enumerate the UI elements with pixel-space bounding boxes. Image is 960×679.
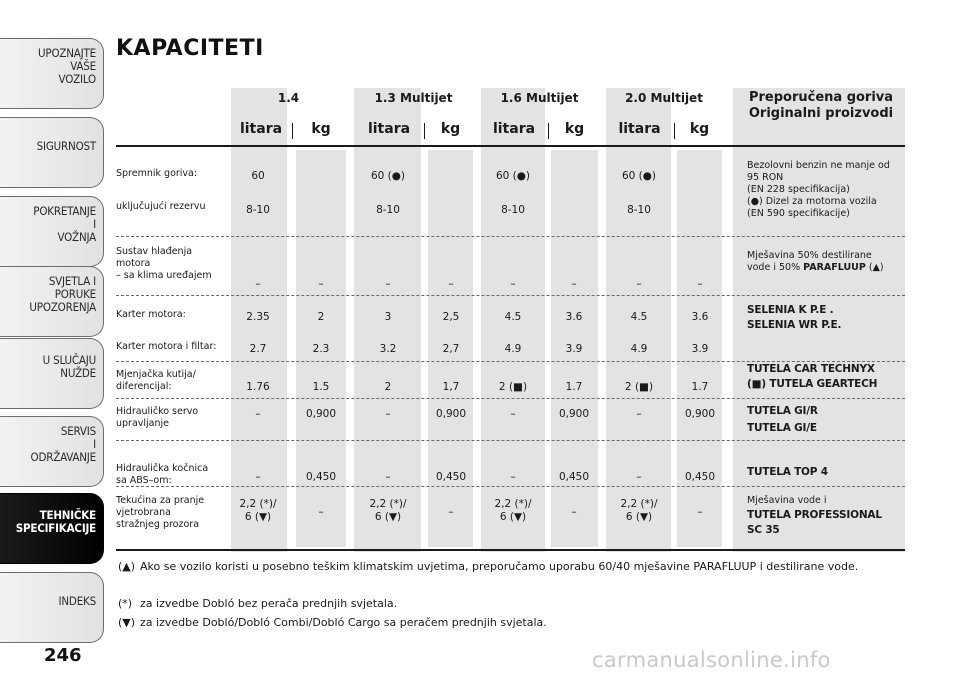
table-cell: [566, 381, 583, 394]
table-cell-line: 2: [384, 381, 392, 393]
table-cell: [620, 498, 657, 524]
table-cell-line: 1.7: [565, 381, 583, 393]
engine-header-1-6-multijet: 1.6 Multijet: [500, 91, 579, 105]
table-cell: [636, 471, 641, 484]
fuel-washer-line: Mješavina vode i: [747, 495, 827, 506]
table-cell-line: 3.6: [565, 311, 583, 323]
table-bottom-rule: [116, 549, 905, 551]
row-label-line: uključujući rezervu: [116, 201, 206, 212]
table-cell-line: 4.9: [504, 343, 522, 355]
watermark: carmanualsonline.info: [592, 648, 831, 672]
row-label: [116, 341, 216, 353]
table-cell-line: 2.3: [312, 343, 330, 355]
table-cell: [239, 498, 276, 524]
table-cell-line: –: [636, 408, 642, 420]
table-cell-line: 60 (●): [370, 170, 406, 182]
section-tab-label: SIGURNOST: [36, 139, 96, 153]
section-tab-label: INDEKS: [58, 594, 96, 608]
row-label: [116, 463, 208, 487]
table-cell-line: 2 (■): [624, 381, 654, 393]
section-tab-7[interactable]: [0, 493, 104, 564]
section-tab-label: VOZILO: [58, 72, 96, 86]
row-label-line: stražnjeg prozora: [116, 519, 200, 530]
table-cell: [505, 311, 522, 324]
table-cell: [685, 471, 715, 484]
table-cell-line: 2,2 (*)/: [620, 498, 658, 510]
unit-separator: [292, 123, 293, 139]
row-label-line: Hidraulička kočnica: [116, 463, 209, 474]
table-cell-line: 3: [384, 311, 392, 323]
table-cell: [627, 204, 651, 217]
table-cell-line: 0,900: [305, 408, 337, 420]
unit-kg: kg: [564, 121, 585, 137]
table-cell-line: 4.5: [630, 311, 648, 323]
table-cell-line: –: [448, 506, 454, 518]
table-cell: [692, 311, 709, 324]
unit-litres: litara: [367, 121, 411, 137]
table-cell-line: 8-10: [246, 204, 270, 216]
table-cell-line: 8-10: [376, 204, 400, 216]
section-tab-3[interactable]: [0, 196, 104, 267]
row-label-line: Hidrauličko servo: [116, 406, 199, 417]
table-cell: [571, 278, 576, 291]
row-label-line: Karter motora:: [116, 309, 186, 320]
section-tab-label: U SLUČAJU: [42, 353, 96, 367]
table-cell-line: 2,2 (*)/: [369, 498, 407, 510]
table-cell-line: –: [697, 278, 703, 290]
section-tab-label: SERVIS: [60, 424, 96, 438]
row-label-line: upravljanje: [116, 418, 170, 429]
table-cell-line: 0,450: [305, 471, 337, 483]
table-cell: [692, 343, 709, 356]
table-cell: [436, 471, 466, 484]
table-cell: [246, 311, 269, 324]
row-divider: [116, 486, 905, 487]
table-cell-line: 6 (▼): [244, 511, 272, 523]
row-divider: [116, 440, 905, 441]
table-cell: [313, 343, 330, 356]
section-tab-5[interactable]: [0, 338, 104, 409]
unit-kg: kg: [311, 121, 331, 137]
table-cell: [499, 381, 527, 394]
table-cell: [436, 408, 466, 421]
table-cell-line: –: [510, 278, 516, 290]
table-cell: [571, 506, 576, 519]
table-cell: [622, 170, 656, 183]
section-tab-label: POKRETANJE: [33, 204, 96, 218]
table-cell: [385, 311, 392, 324]
table-cell-line: –: [385, 471, 391, 483]
unit-litres: litara: [618, 121, 661, 137]
table-cell-line: –: [255, 471, 261, 483]
table-cell-line: 6 (▼): [625, 511, 653, 523]
fuel-gearbox-oil: TUTELA CAR TECHNYX: [747, 363, 875, 375]
table-cell: [443, 311, 460, 324]
table-cell-line: 2.7: [249, 343, 267, 355]
table-cell: [251, 170, 264, 183]
row-label-line: diferencijal:: [116, 381, 172, 392]
section-tab-label: UPOZORENJA: [29, 300, 96, 314]
table-cell: [369, 498, 406, 524]
table-cell: [318, 311, 325, 324]
fuel-steering-oil: TUTELA GI/E: [747, 422, 817, 434]
table-cell-line: –: [697, 506, 703, 518]
table-cell-line: 1.5: [312, 381, 330, 393]
row-label: [116, 201, 206, 213]
table-cell-line: 3.6: [691, 311, 709, 323]
engine-header-2-0-multijet: 2.0 Multijet: [625, 91, 703, 105]
unit-litres: litara: [239, 121, 283, 137]
table-cell: [385, 278, 390, 291]
table-cell-line: 60 (●): [621, 170, 657, 182]
fuel-petrol-line: 95 RON: [747, 172, 784, 183]
table-cell: [246, 204, 270, 217]
row-divider: [116, 398, 905, 399]
table-cell: [510, 471, 515, 484]
table-cell-line: 0,450: [435, 471, 467, 483]
section-tab-1[interactable]: [0, 38, 104, 109]
table-cell-line: –: [636, 471, 642, 483]
page-number: 246: [44, 645, 82, 666]
section-tab-2[interactable]: [0, 117, 104, 188]
fuel-steering-oil: TUTELA GI/R: [747, 405, 818, 417]
table-cell: [306, 408, 336, 421]
table-cell-line: 4.5: [504, 311, 522, 323]
table-cell-line: –: [571, 506, 577, 518]
section-tab-label: UPOZNAJTE: [38, 46, 96, 60]
fuel-coolant-line: vode i 50% PARAFLUUP (▲): [747, 262, 884, 273]
section-tab-label: VAŠE: [70, 59, 96, 73]
table-cell-line: 6 (▼): [374, 511, 402, 523]
table-cell: [246, 381, 269, 394]
table-cell-line: 2,7: [442, 343, 460, 355]
row-divider: [116, 236, 905, 237]
engine-header-1-4: 1.4: [277, 91, 300, 105]
row-label: [116, 168, 197, 180]
table-cell: [448, 278, 453, 291]
row-label: [116, 369, 196, 393]
table-cell-line: –: [255, 408, 261, 420]
table-cell-line: –: [510, 408, 516, 420]
table-cell-line: –: [571, 278, 577, 290]
table-cell: [494, 498, 531, 524]
row-label-line: – sa klima uređajem: [116, 270, 212, 281]
table-cell-line: 60 (●): [495, 170, 531, 182]
row-label-line: Tekućina za pranje: [116, 495, 205, 506]
table-cell: [636, 278, 641, 291]
table-cell: [443, 381, 460, 394]
section-tab-6[interactable]: [0, 416, 104, 487]
table-cell: [566, 343, 583, 356]
row-label: [116, 495, 204, 531]
table-cell-line: 2,2 (*)/: [494, 498, 532, 510]
section-tab-label: VOŽNJA: [57, 230, 96, 244]
unit-separator: [674, 123, 675, 139]
table-cell: [448, 506, 453, 519]
table-cell: [559, 471, 589, 484]
table-cell: [380, 343, 397, 356]
row-label-line: Spremnik goriva:: [116, 168, 198, 179]
row-label-line: Mjenjačka kutija/: [116, 369, 196, 380]
table-cell-line: –: [385, 278, 391, 290]
footnote-triangle-up: (▲) Ako se vozilo koristi u posebno teškim klimatskim uvjetima, preporučamo uporabu 60/40 mješavine PARAFLUUP i destilirane vode.: [118, 560, 859, 573]
table-cell: [385, 381, 392, 394]
fuel-engine-oil: SELENIA WR P.E.: [747, 319, 842, 331]
table-cell: [685, 408, 715, 421]
table-cell: [636, 408, 641, 421]
table-cell-line: –: [255, 278, 261, 290]
table-cell: [318, 278, 323, 291]
table-cell-line: 1.76: [246, 381, 270, 393]
fuel-petrol-line: (EN 228 specifikacija): [747, 184, 850, 195]
fuel-petrol-line: (EN 590 specifikacije): [747, 208, 850, 219]
table-cell: [566, 311, 583, 324]
table-cell-line: 2: [317, 311, 325, 323]
table-cell: [510, 278, 515, 291]
table-cell: [250, 343, 267, 356]
table-cell-line: 2 (■): [498, 381, 528, 393]
fuel-petrol-line: Bezolovni benzin ne manje od: [747, 160, 890, 171]
table-cell-line: 60: [251, 170, 265, 182]
unit-kg: kg: [440, 121, 461, 137]
table-cell: [385, 408, 390, 421]
section-tab-label: I: [93, 217, 96, 231]
table-cell-line: 0,900: [558, 408, 590, 420]
table-cell: [371, 170, 405, 183]
table-cell: [255, 471, 260, 484]
table-cell-line: 8-10: [627, 204, 651, 216]
row-label: [116, 246, 212, 282]
section-tab-label: SVJETLA I: [48, 274, 96, 288]
table-cell-line: 3.2: [379, 343, 397, 355]
fuel-washer-brand: SC 35: [747, 524, 780, 536]
table-cell-line: –: [448, 278, 454, 290]
table-cell-line: 2,2 (*)/: [239, 498, 277, 510]
section-tab-label: ODRŽAVANJE: [30, 450, 96, 464]
section-tab-label: NUŽDE: [60, 366, 96, 380]
table-cell: [697, 278, 702, 291]
table-cell-line: –: [385, 408, 391, 420]
table-cell-line: 0,450: [684, 471, 716, 483]
unit-kg: kg: [689, 121, 710, 137]
table-cell: [385, 471, 390, 484]
unit-separator: [548, 123, 549, 139]
footnote-triangle-down: (▼) za izvedbe Dobló/Dobló Combi/Dobló Cargo sa peračem prednjih svjetala.: [118, 616, 547, 629]
table-cell: [505, 343, 522, 356]
table-cell-line: 0,450: [558, 471, 590, 483]
table-cell: [559, 408, 589, 421]
fuel-brake-fluid: TUTELA TOP 4: [747, 466, 828, 478]
section-tab-label: TEHNIČKE: [39, 508, 96, 522]
fuel-engine-oil: SELENIA K P.E .: [747, 304, 834, 316]
fuel-header: Preporučena goriva Originalni proizvodi: [748, 90, 894, 121]
row-divider: [116, 295, 905, 296]
table-cell-line: 6 (▼): [499, 511, 527, 523]
table-cell: [631, 311, 648, 324]
table-cell: [443, 343, 460, 356]
table-cell: [697, 506, 702, 519]
table-cell-line: 3.9: [691, 343, 709, 355]
row-label-line: vjetrobrana: [116, 507, 171, 518]
table-cell-line: –: [510, 471, 516, 483]
section-tab-label: PORUKE: [54, 287, 96, 301]
row-label-line: motora: [116, 258, 151, 269]
table-cell-line: –: [636, 278, 642, 290]
row-label: [116, 309, 186, 321]
row-label-line: Sustav hlađenja: [116, 246, 193, 257]
fuel-washer-brand: TUTELA PROFESSIONAL: [747, 509, 882, 521]
row-label-line: Karter motora i filtar:: [116, 341, 217, 352]
section-tab-8[interactable]: [0, 572, 104, 643]
table-cell-line: 2.35: [246, 311, 270, 323]
fuel-coolant-line: Mješavina 50% destilirane: [747, 250, 872, 261]
table-cell-line: 3.9: [565, 343, 583, 355]
fuel-petrol-line: (●) Dizel za motorna vozila: [747, 196, 877, 207]
row-label: [116, 406, 198, 430]
table-cell: [306, 471, 336, 484]
unit-separator: [424, 123, 425, 139]
table-cell: [501, 204, 525, 217]
header-rule: [116, 145, 905, 147]
table-cell-line: –: [318, 506, 324, 518]
table-cell: [510, 408, 515, 421]
table-cell-line: 0,900: [684, 408, 716, 420]
row-label-line: sa ABS–om:: [116, 475, 172, 486]
section-tab-label: SPECIFIKACIJE: [15, 521, 96, 535]
fuel-gearbox-oil: (■) TUTELA GEARTECH: [747, 378, 878, 390]
engine-header-1-3-multijet: 1.3 Multijet: [374, 91, 453, 105]
table-cell-line: 8-10: [501, 204, 525, 216]
section-tab-4[interactable]: [0, 266, 104, 337]
unit-litres: litara: [492, 121, 536, 137]
table-cell: [625, 381, 653, 394]
page-title: KAPACITETI: [116, 36, 264, 61]
table-cell-line: 0,900: [435, 408, 467, 420]
table-cell-line: 1.7: [691, 381, 709, 393]
table-cell-line: –: [318, 278, 324, 290]
table-cell-line: 1,7: [442, 381, 460, 393]
footnote-asterisk: (*) za izvedbe Dobló bez perača prednjih svjetala.: [118, 597, 398, 610]
section-tab-label: I: [93, 437, 96, 451]
table-cell: [376, 204, 400, 217]
table-cell: [318, 506, 323, 519]
table-cell: [631, 343, 648, 356]
table-cell: [692, 381, 709, 394]
table-cell: [496, 170, 530, 183]
table-cell: [255, 278, 260, 291]
table-cell-line: 2,5: [442, 311, 460, 323]
table-cell-line: 4.9: [630, 343, 648, 355]
table-cell: [313, 381, 330, 394]
table-cell: [255, 408, 260, 421]
